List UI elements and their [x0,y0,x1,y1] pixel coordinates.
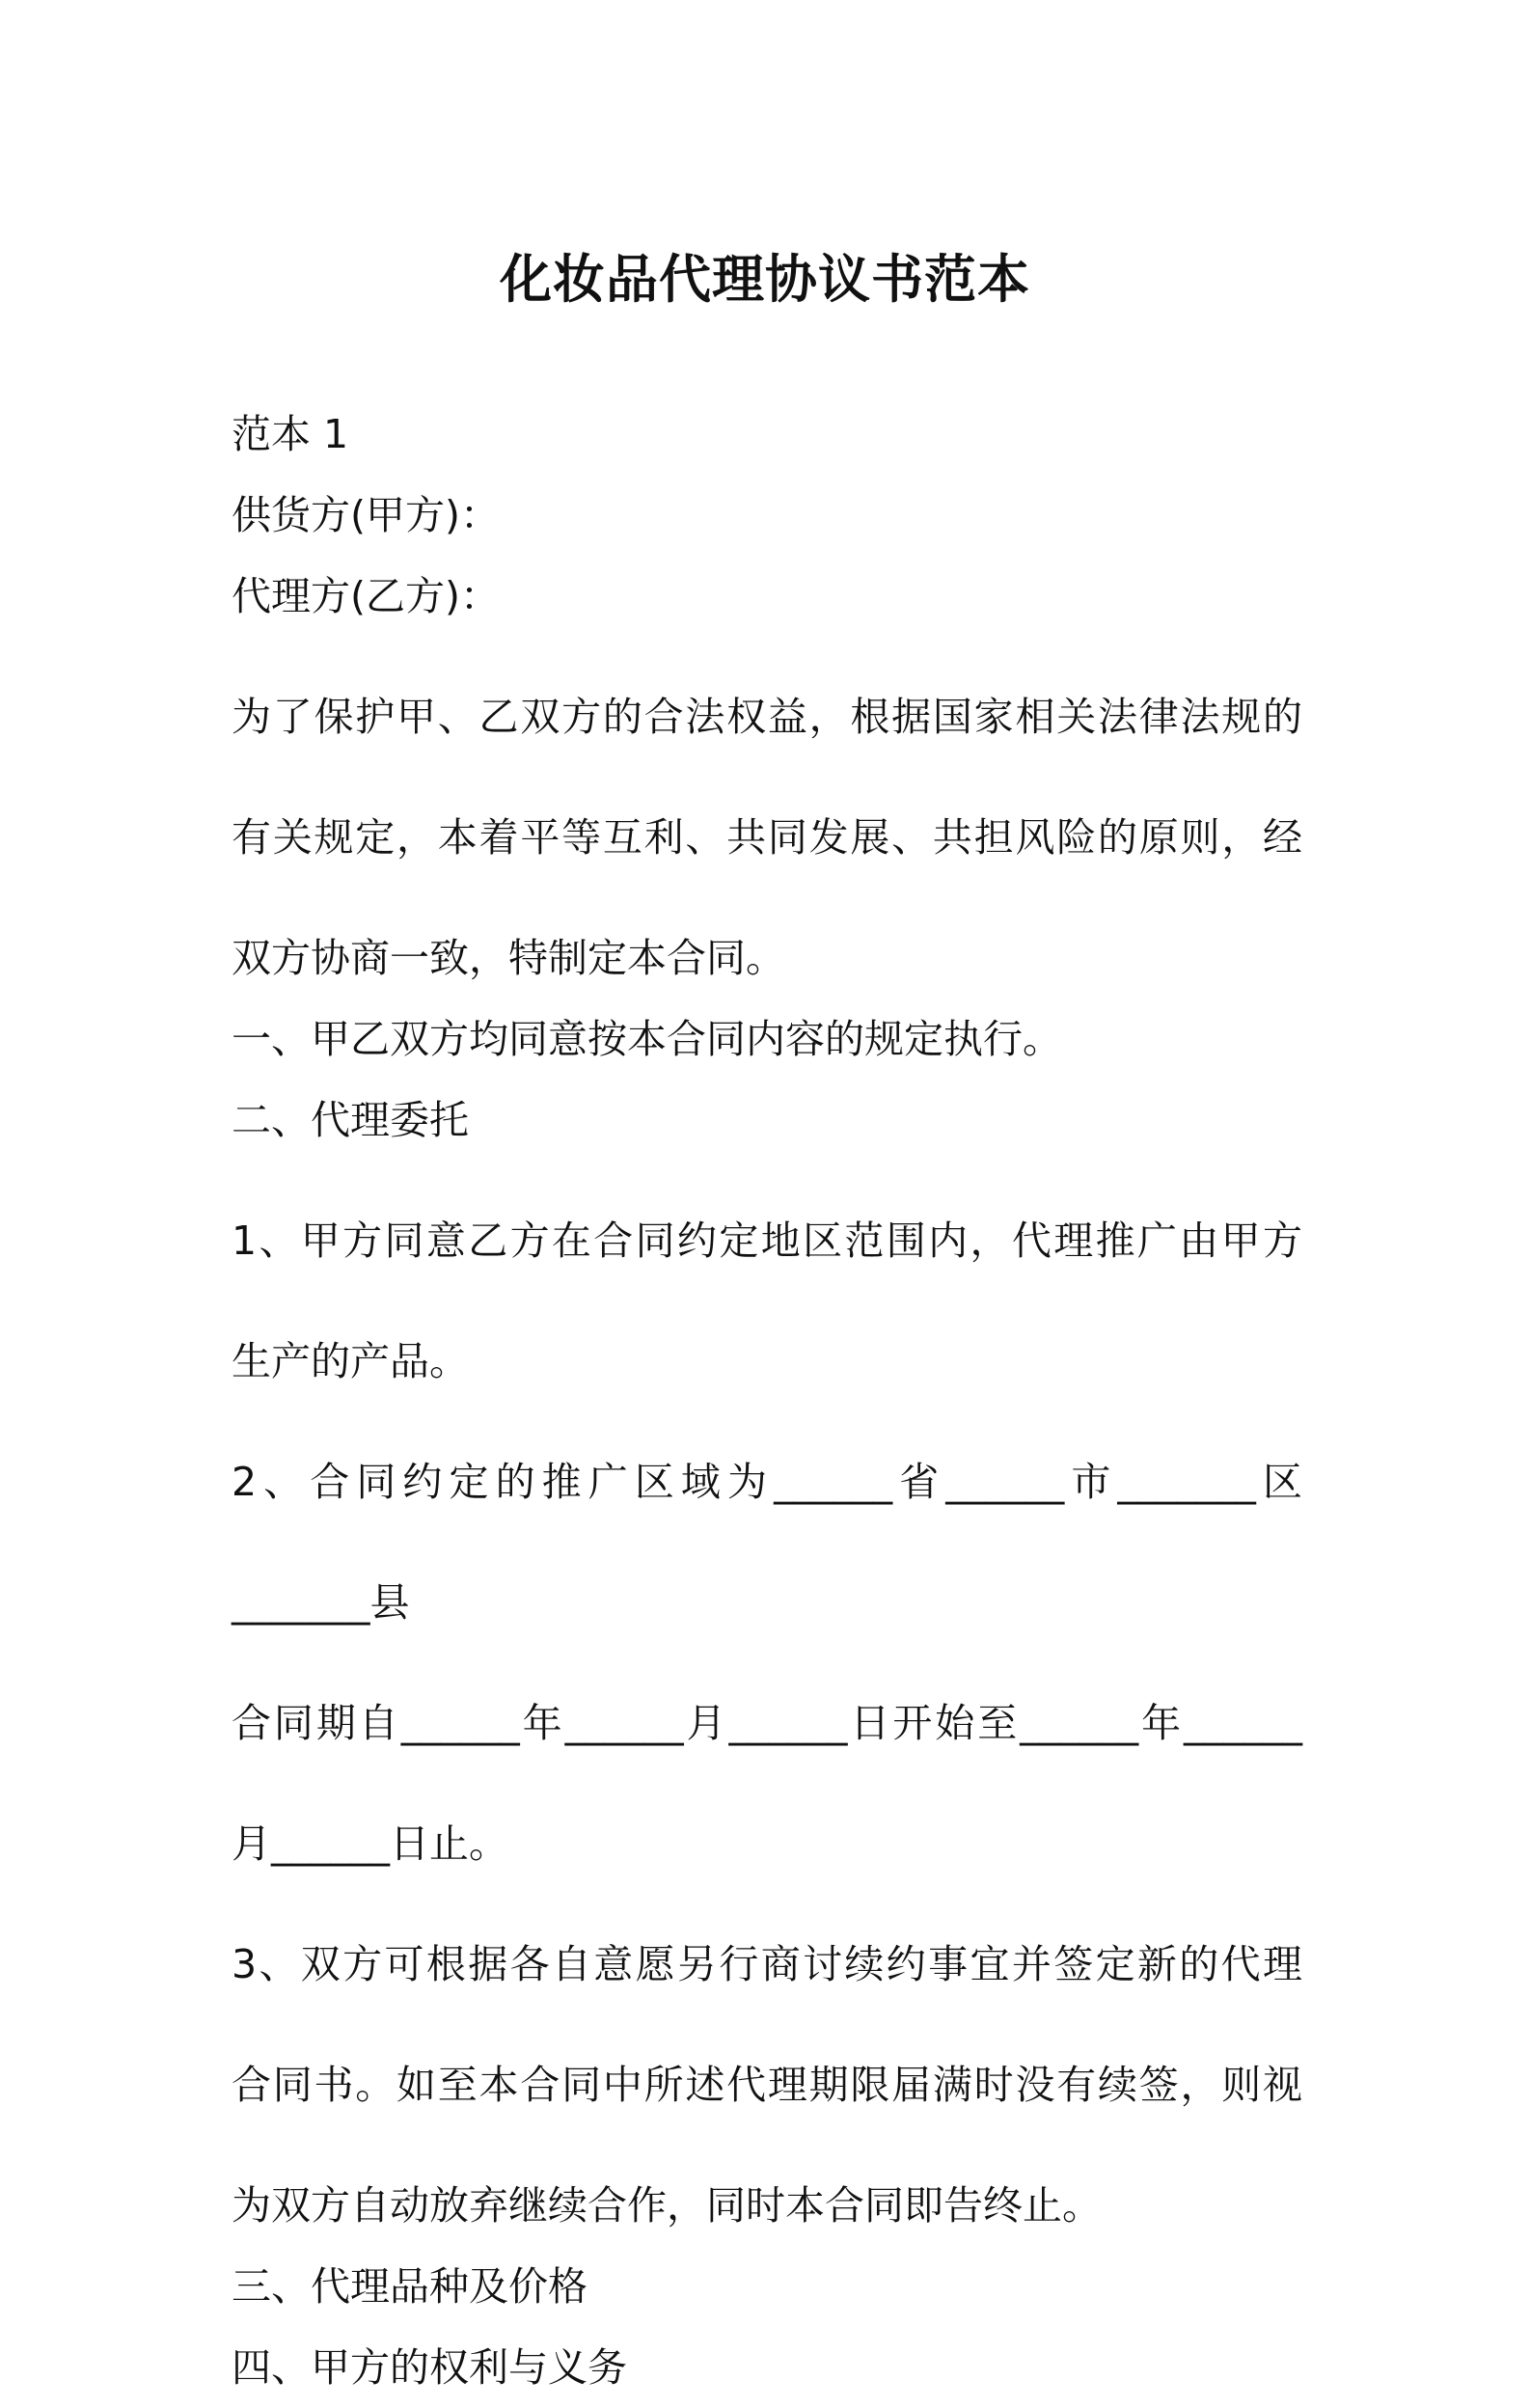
document-title: 化妆品代理协议书范本 [500,249,1030,310]
clause-4-heading: 四、甲方的权利与义务 [232,2344,627,2391]
clause-2-2-line-1: 2、合同约定的推广区域为______省______市_______区 [232,1459,1302,1505]
clause-2-1-line-1: 1、甲方同意乙方在合同约定地区范围内，代理推广由甲方 [232,1218,1302,1264]
intro-line-2: 有关规定，本着平等互利、共同发展、共担风险的原则，经 [232,814,1302,861]
clause-3-heading: 三、代理品种及价格 [232,2263,587,2310]
intro-line-1: 为了保护甲、乙双方的合法权益，根据国家相关法律法规的 [232,694,1302,740]
clause-2-2-line-2: _______县 [232,1579,410,1626]
supplier-field-label: 供货方(甲方)： [232,492,500,538]
intro-line-3: 双方协商一致，特制定本合同。 [232,935,785,981]
clause-2-3-line-1: 3、双方可根据各自意愿另行商讨续约事宜并签定新的代理 [232,1941,1302,1987]
clause-2-1-line-2: 生产的产品。 [232,1338,469,1384]
sample-label: 范本 1 [232,411,349,457]
clause-1: 一、甲乙双方均同意按本合同内容的规定执行。 [232,1016,1062,1062]
document-body [232,394,1302,2408]
term-line-2: 月______日止。 [232,1820,508,1867]
agent-field-label: 代理方(乙方)： [232,573,500,619]
term-line-1: 合同期自______年______月______日开始至______年______ [232,1700,1302,1746]
clause-2-heading: 二、代理委托 [232,1097,469,1143]
clause-2-3-line-2: 合同书。如至本合同中所述代理期限届满时没有续签，则视 [232,2062,1302,2108]
clause-2-3-line-3: 为双方自动放弃继续合作，同时本合同即告终止。 [232,2182,1102,2229]
